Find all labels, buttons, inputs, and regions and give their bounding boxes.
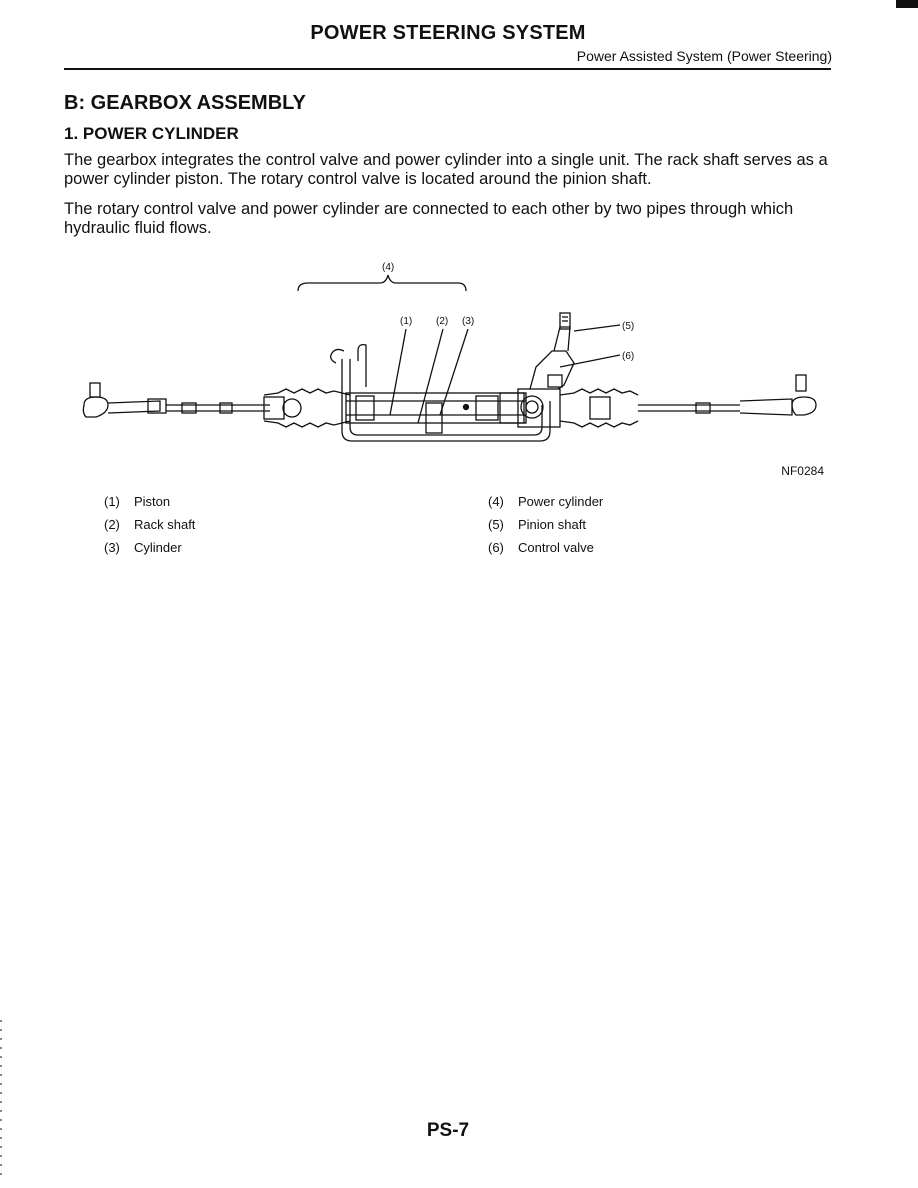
callout-6: (6)	[622, 351, 635, 362]
legend-label: Rack shaft	[134, 517, 196, 532]
body-paragraph: The gearbox integrates the control valve and power cylinder into a single unit. The rack shaft serves as a power cylinder piston. The rotary control valve is located around the pinion shaft.	[64, 151, 828, 188]
legend-label: Control valve	[518, 540, 594, 555]
legend-item	[488, 540, 603, 563]
legend-item	[104, 517, 195, 540]
callout-3: (3)	[462, 316, 475, 327]
leader-line-3	[440, 329, 468, 415]
page-number: PS-7	[426, 1120, 470, 1141]
callout-5: (5)	[622, 321, 635, 332]
legend-item	[488, 517, 603, 540]
right-tie-rod-end	[740, 375, 816, 415]
legend-label: Piston	[134, 494, 171, 509]
corner-registration-mark	[896, 0, 918, 8]
figure-code: NF0284	[781, 464, 824, 478]
legend-number: (2)	[104, 517, 120, 532]
pinion-shaft	[554, 313, 570, 351]
binding-margin-marks	[0, 1020, 2, 1180]
leader-line-2	[418, 329, 443, 423]
power-cylinder-bracket	[298, 275, 466, 291]
right-tie-rod	[638, 403, 740, 413]
page-header-subtitle: Power Assisted System (Power Steering)	[576, 48, 832, 64]
legend-label: Power cylinder	[518, 494, 604, 509]
right-boot	[560, 389, 638, 427]
legend-number: (1)	[104, 494, 120, 509]
legend-item	[104, 540, 195, 563]
legend-right	[488, 494, 603, 563]
left-boot	[264, 389, 350, 427]
rack-housing	[346, 393, 526, 423]
legend-left	[104, 494, 195, 563]
gearbox-assembly-diagram	[60, 255, 850, 480]
section-title: B: GEARBOX ASSEMBLY	[64, 92, 306, 114]
subsection-title: 1. POWER CYLINDER	[64, 124, 239, 143]
legend-item	[488, 494, 603, 517]
legend-item	[104, 494, 195, 517]
leader-line-5	[574, 325, 620, 331]
page-header-title: POWER STEERING SYSTEM	[310, 22, 586, 44]
legend-number: (5)	[488, 517, 504, 532]
left-tie-rod-end	[83, 383, 166, 417]
body-paragraph: The rotary control valve and power cylinder are connected to each other by two pipes through which hydraulic fluid flows.	[64, 200, 794, 237]
callout-1: (1)	[400, 316, 413, 327]
callout-2: (2)	[436, 316, 449, 327]
legend-label: Cylinder	[134, 540, 182, 555]
legend-number: (4)	[488, 494, 504, 509]
legend-number: (3)	[104, 540, 120, 555]
callout-4: (4)	[382, 262, 395, 273]
left-tie-rod	[166, 403, 270, 413]
leader-line-6	[560, 355, 620, 367]
legend-label: Pinion shaft	[518, 517, 586, 532]
leader-line-1	[390, 329, 406, 415]
legend-number: (6)	[488, 540, 504, 555]
header-divider	[64, 68, 831, 70]
